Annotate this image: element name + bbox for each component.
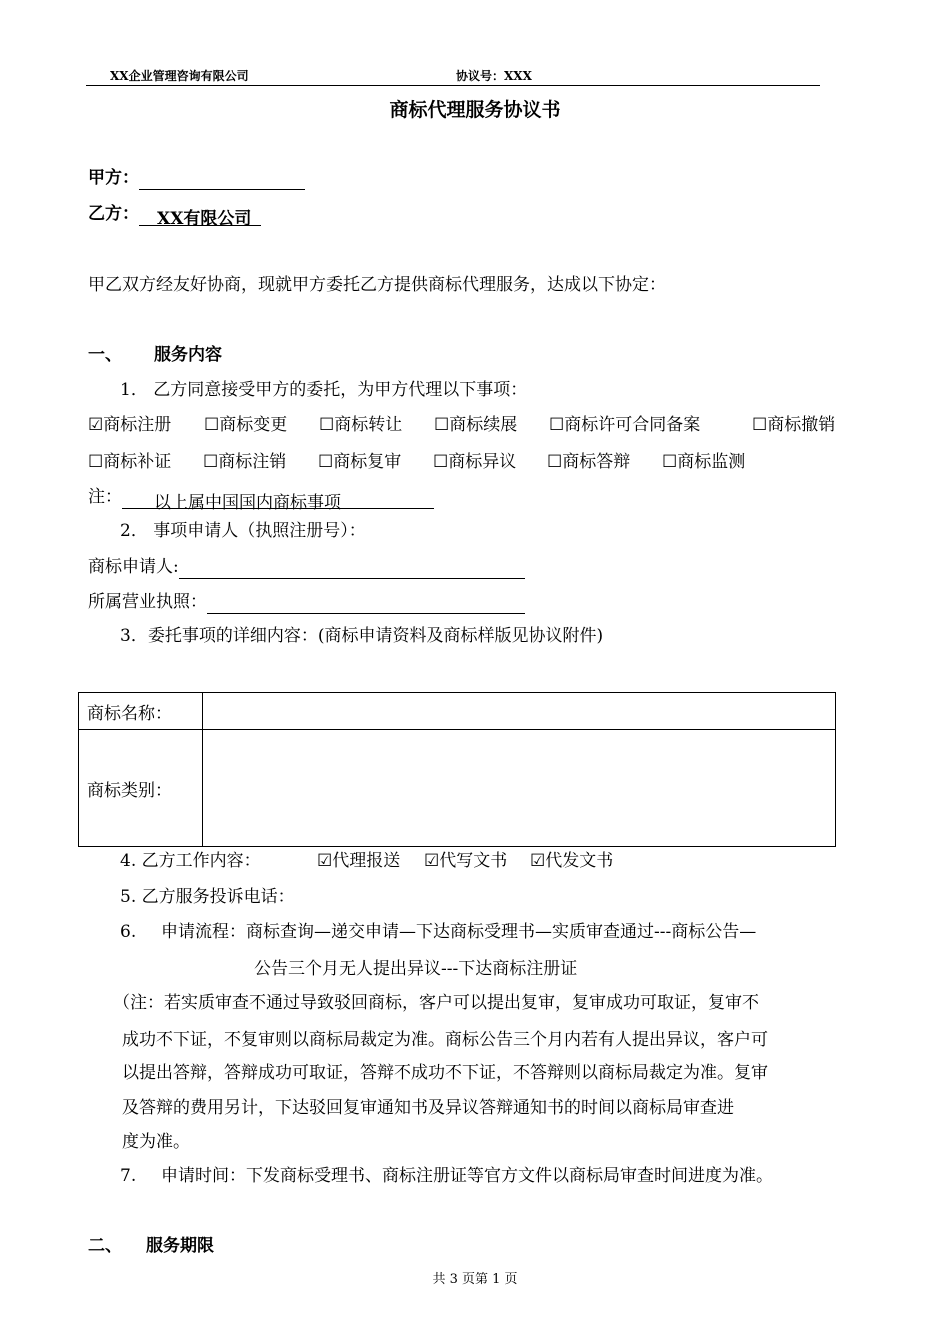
document-title: 商标代理服务协议书 <box>389 99 561 121</box>
item7-text: 申请时间：下发商标受理书、商标注册证等官方文件以商标局审查时间进度为准。 <box>161 1166 773 1186</box>
header-company: XX企业管理咨询有限公司 <box>110 69 249 83</box>
party-a <box>88 166 305 190</box>
process-note-line: （注：若实质审查不通过导致驳回商标，客户可以提出复审，复审成功可取证，复审不 <box>113 993 759 1013</box>
trademark-class-cell[interactable] <box>203 730 836 847</box>
party-b <box>88 202 261 229</box>
party-a-label: 甲方： <box>88 168 139 188</box>
table-row <box>79 730 836 847</box>
applicant-label: 商标申请人: <box>88 557 179 577</box>
unchecked-box-icon: ☐ <box>88 452 104 472</box>
checkbox-item[interactable]: ☐商标许可合同备案 <box>549 415 701 435</box>
section1-title: 服务内容 <box>154 345 222 365</box>
checkbox-item[interactable]: ☐商标变更 <box>204 415 288 435</box>
item1-text: 1． 乙方同意接受甲方的委托，为甲方代理以下事项： <box>120 380 528 400</box>
party-b-value: XX有限公司 <box>139 207 261 226</box>
scope-note <box>88 485 434 513</box>
item3-text: 3．委托事项的详细内容：(商标申请资料及商标样版见协议附件) <box>120 626 604 646</box>
unchecked-box-icon: ☐ <box>203 452 219 472</box>
checkbox-item[interactable]: ☐商标续展 <box>434 415 518 435</box>
trademark-name-label: 商标名称： <box>79 693 203 730</box>
process-note-line: 度为准。 <box>122 1132 190 1152</box>
unchecked-box-icon: ☐ <box>547 452 563 472</box>
unchecked-box-icon: ☐ <box>433 452 449 472</box>
checked-box-icon: ☑ <box>317 851 333 871</box>
table-row <box>79 693 836 730</box>
note-value: 以上属中国国内商标事项 <box>122 491 434 509</box>
unchecked-box-icon: ☐ <box>434 415 450 435</box>
checkbox-item[interactable]: ☑代理报送 <box>317 851 401 871</box>
process-note-line: 以提出答辩，答辩成功可取证，答辩不成功不下证，不答辩则以商标局裁定为准。复审 <box>122 1063 768 1083</box>
item7-number: 7. <box>120 1166 137 1186</box>
item6-line1: 申请流程：商标查询—递交申请—下达商标受理书—实质审查通过---商标公告— <box>161 922 757 942</box>
checked-box-icon: ☑ <box>88 415 104 435</box>
checkbox-item[interactable]: ☑商标注册 <box>88 415 172 435</box>
item6-number: 6. <box>120 922 137 942</box>
checkbox-item[interactable]: ☐商标补证 <box>88 452 172 472</box>
unchecked-box-icon: ☐ <box>319 415 335 435</box>
section2-heading <box>88 1234 214 1258</box>
checkbox-item[interactable]: ☐商标异议 <box>433 452 517 472</box>
section1-number: 一、 <box>88 345 122 365</box>
item5-text: 5. 乙方服务投诉电话： <box>120 887 295 907</box>
item4-label: 4. 乙方工作内容： <box>120 851 261 871</box>
checkbox-item[interactable]: ☐商标转让 <box>319 415 403 435</box>
section1-heading <box>88 343 222 367</box>
checkbox-item[interactable]: ☐商标注销 <box>203 452 287 472</box>
header-divider <box>86 85 820 86</box>
trademark-table <box>78 692 836 847</box>
checkbox-item[interactable]: ☑代发文书 <box>530 851 614 871</box>
section2-number: 二、 <box>88 1236 122 1256</box>
checkbox-item[interactable]: ☐商标监测 <box>662 452 746 472</box>
note-label: 注： <box>88 487 122 507</box>
checkbox-item[interactable]: ☐商标复审 <box>318 452 402 472</box>
item6-line2: 公告三个月无人提出异议---下达商标注册证 <box>254 959 578 979</box>
item2-text: 2． 事项申请人（执照注册号）： <box>120 521 366 541</box>
license-input[interactable] <box>207 595 525 614</box>
unchecked-box-icon: ☐ <box>318 452 334 472</box>
process-note-line: 及答辩的费用另计，下达驳回复审通知书及异议答辩通知书的时间以商标局审查进 <box>122 1098 734 1118</box>
checked-box-icon: ☑ <box>424 851 440 871</box>
checkbox-item[interactable]: ☑代写文书 <box>424 851 508 871</box>
page-footer: 共 3 页第 1 页 <box>432 1272 518 1287</box>
unchecked-box-icon: ☐ <box>662 452 678 472</box>
section2-title: 服务期限 <box>146 1236 214 1256</box>
trademark-class-label: 商标类别： <box>79 730 203 847</box>
party-b-label: 乙方： <box>88 204 139 224</box>
checkbox-item[interactable]: ☐商标撤销 <box>752 415 836 435</box>
unchecked-box-icon: ☐ <box>204 415 220 435</box>
unchecked-box-icon: ☐ <box>549 415 565 435</box>
trademark-name-cell[interactable] <box>203 693 836 730</box>
applicant-field <box>88 555 525 579</box>
license-label: 所属营业执照： <box>88 592 207 612</box>
unchecked-box-icon: ☐ <box>752 415 768 435</box>
checked-box-icon: ☑ <box>530 851 546 871</box>
license-field <box>88 590 525 614</box>
header-agreement-no: 协议号：XXX <box>456 69 532 83</box>
applicant-input[interactable] <box>179 560 525 579</box>
party-a-value[interactable] <box>139 171 305 190</box>
process-note-line: 成功不下证，不复审则以商标局裁定为准。商标公告三个月内若有人提出异议，客户可 <box>122 1030 768 1050</box>
checkbox-item[interactable]: ☐商标答辩 <box>547 452 631 472</box>
intro-paragraph: 甲乙双方经友好协商，现就甲方委托乙方提供商标代理服务，达成以下协定： <box>88 275 666 295</box>
